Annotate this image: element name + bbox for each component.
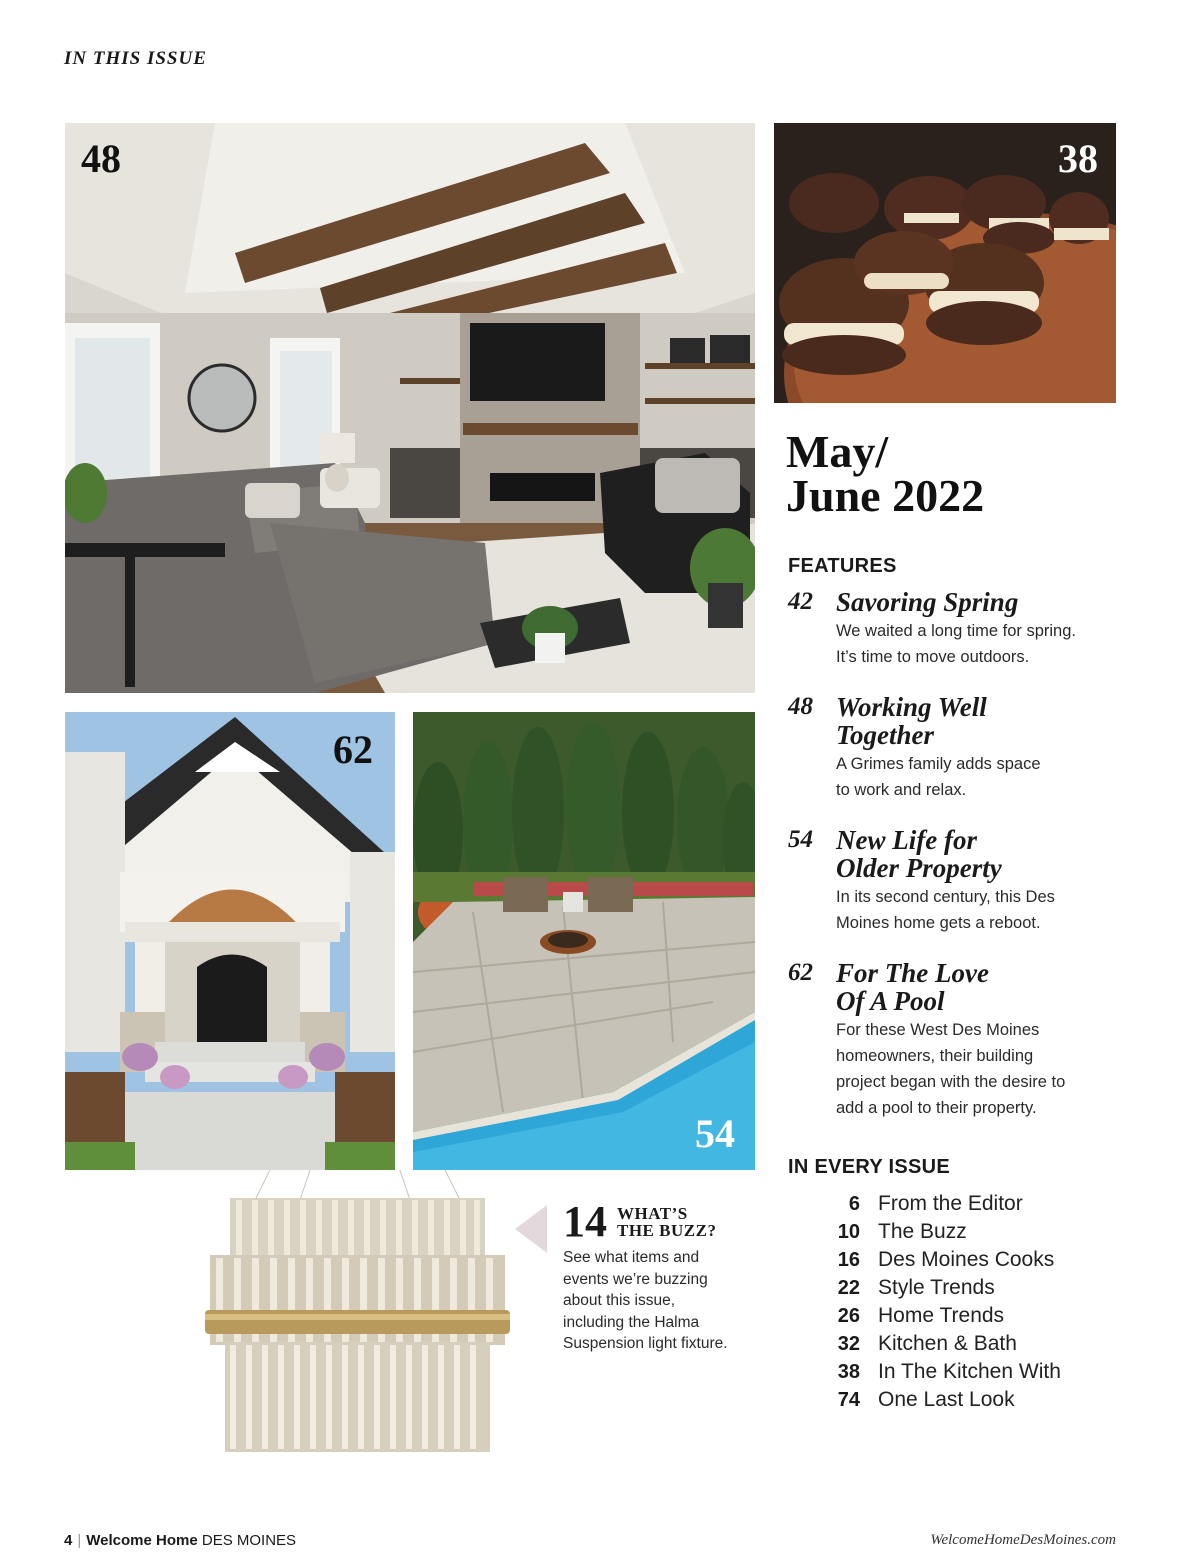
feature-item[interactable] xyxy=(788,693,1118,803)
list-item-page: 74 xyxy=(837,1389,860,1411)
feature-desc-line: We waited a long time for spring. xyxy=(836,622,1076,640)
feature-title-line: Older Property xyxy=(836,853,1002,883)
feature-title xyxy=(836,693,987,749)
buzz-description xyxy=(563,1247,728,1355)
footer-folio xyxy=(64,1532,296,1549)
list-item-title: Kitchen & Bath xyxy=(878,1332,1017,1355)
feature-desc-line: For these West Des Moines xyxy=(836,1021,1040,1039)
feature-description xyxy=(836,751,1041,803)
list-item-title: One Last Look xyxy=(878,1388,1015,1411)
list-item-title: Style Trends xyxy=(878,1276,995,1299)
feature-title xyxy=(836,826,1002,882)
buzz-title-line: WHAT’S xyxy=(617,1204,688,1223)
list-item-page: 10 xyxy=(837,1221,860,1243)
page-number-tag: 62 xyxy=(333,727,373,772)
feature-page-number: 54 xyxy=(788,826,813,853)
buzz-title-line: THE BUZZ? xyxy=(617,1221,717,1240)
feature-title-line: Working Well xyxy=(836,692,987,722)
feature-desc-line: homeowners, their building xyxy=(836,1047,1034,1065)
list-item-title: Des Moines Cooks xyxy=(878,1248,1055,1271)
feature-description xyxy=(836,1017,1065,1121)
list-item[interactable] xyxy=(788,1358,1118,1386)
buzz-page-number: 14 xyxy=(563,1197,607,1246)
list-item-page: 6 xyxy=(848,1193,860,1215)
feature-desc-line: It’s time to move outdoors. xyxy=(836,648,1030,666)
feature-page-number: 42 xyxy=(788,588,813,615)
feature-desc-line: A Grimes family adds space xyxy=(836,755,1041,773)
page-number-tag: 48 xyxy=(81,136,121,181)
buzz-desc-line: about this issue, xyxy=(563,1292,676,1309)
buzz-desc-line: including the Halma xyxy=(563,1313,700,1331)
list-item-title: In The Kitchen With xyxy=(878,1360,1061,1383)
list-item-title: Home Trends xyxy=(878,1304,1005,1327)
page-number-tag: 54 xyxy=(695,1111,735,1156)
list-item-title: From the Editor xyxy=(878,1192,1023,1215)
list-item[interactable] xyxy=(788,1190,1118,1218)
issue-date-line: June 2022 xyxy=(786,470,985,521)
list-item[interactable] xyxy=(788,1218,1118,1246)
issue-date-line: May/ xyxy=(786,426,889,477)
feature-title xyxy=(836,588,1018,616)
feature-desc-line: In its second century, this Des xyxy=(836,888,1055,906)
buzz-title[interactable] xyxy=(617,1205,716,1239)
section-label: IN THIS ISSUE xyxy=(64,48,207,69)
list-item[interactable] xyxy=(788,1330,1118,1358)
every-issue-heading: IN EVERY ISSUE xyxy=(788,1156,951,1178)
footer-url[interactable]: WelcomeHomeDesMoines.com xyxy=(930,1532,1116,1548)
features-heading: FEATURES xyxy=(788,555,897,577)
feature-page-number: 62 xyxy=(788,959,813,986)
feature-item[interactable] xyxy=(788,959,1118,1124)
list-item[interactable] xyxy=(788,1274,1118,1302)
footer-city: DES MOINES xyxy=(201,1532,297,1549)
living-room-photo[interactable] xyxy=(65,123,755,693)
feature-item[interactable] xyxy=(788,588,1118,678)
feature-title-line: New Life for xyxy=(836,825,977,855)
issue-date xyxy=(786,426,985,521)
pool-patio-photo[interactable] xyxy=(413,712,755,1170)
feature-title-line: For The Love xyxy=(836,958,989,988)
feature-title-line: Of A Pool xyxy=(836,986,945,1016)
every-issue-list xyxy=(788,1190,1118,1414)
feature-title-line: Savoring Spring xyxy=(836,587,1019,617)
feature-desc-line: to work and relax. xyxy=(836,781,967,799)
footer-page-number: 4 xyxy=(64,1532,73,1549)
list-item-page: 22 xyxy=(837,1277,860,1299)
feature-description xyxy=(836,884,1055,936)
house-entry-photo[interactable] xyxy=(65,712,395,1170)
callout-arrow-icon xyxy=(515,1205,547,1253)
list-item-page: 26 xyxy=(837,1305,860,1327)
list-item-page: 16 xyxy=(837,1249,860,1271)
list-item[interactable] xyxy=(788,1246,1118,1274)
list-item[interactable] xyxy=(788,1302,1118,1330)
feature-desc-line: add a pool to their property. xyxy=(836,1099,1037,1117)
footer-separator: | xyxy=(77,1532,82,1549)
whoopie-pies-photo[interactable] xyxy=(774,123,1116,403)
feature-page-number: 48 xyxy=(788,693,813,720)
chandelier-photo[interactable] xyxy=(200,1170,515,1470)
footer-brand: Welcome Home xyxy=(86,1532,198,1549)
buzz-desc-line: See what items and xyxy=(563,1249,700,1266)
feature-desc-line: Moines home gets a reboot. xyxy=(836,914,1041,932)
feature-description xyxy=(836,618,1076,670)
buzz-desc-line: Suspension light fixture. xyxy=(563,1335,728,1352)
page-number-tag: 38 xyxy=(1058,136,1098,181)
feature-desc-line: project began with the desire to xyxy=(836,1073,1066,1091)
list-item[interactable] xyxy=(788,1386,1118,1414)
buzz-desc-line: events we’re buzzing xyxy=(563,1270,708,1288)
feature-title xyxy=(836,959,989,1015)
feature-title-line: Together xyxy=(836,720,935,750)
list-item-page: 38 xyxy=(837,1361,860,1383)
list-item-page: 32 xyxy=(837,1333,860,1355)
feature-item[interactable] xyxy=(788,826,1118,936)
list-item-title: The Buzz xyxy=(878,1220,967,1243)
